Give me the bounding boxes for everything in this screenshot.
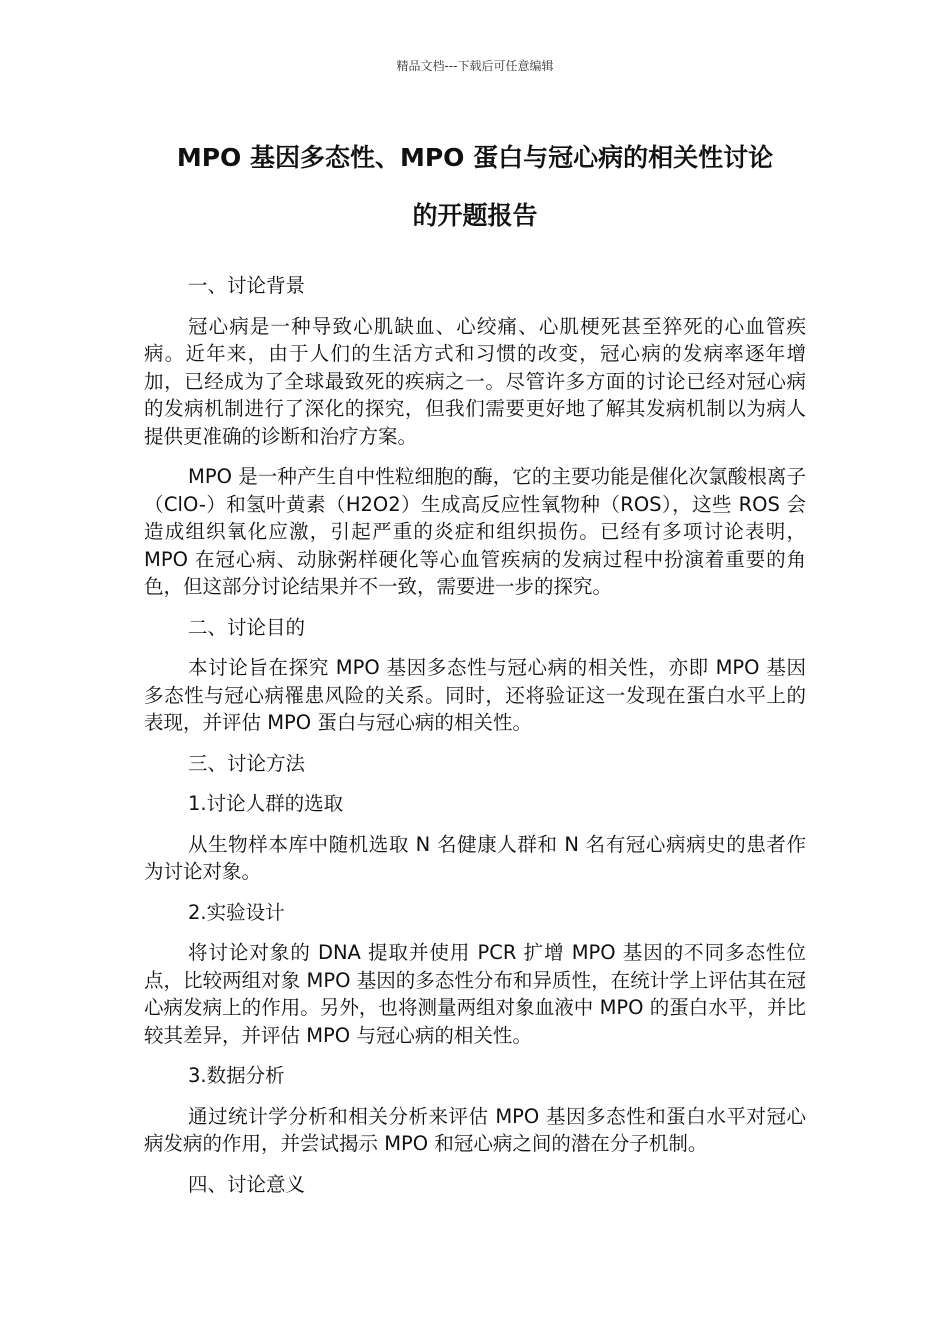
paragraph-background-1: 冠心病是一种导致心肌缺血、心绞痛、心肌梗死甚至猝死的心血管疾病。近年来，由于人们的生活方式和习惯的改变，冠心病的发病率逐年增加，已经成为了全球最致死的疾病之一。尽管许多方面的讨论已经对冠心病的发病机制进行了深化的探究，但我们需要更好地了解其发病机制以为病人提供更准确的诊断和治疗方案。: [144, 314, 806, 448]
paragraph-data-analysis: 通过统计学分析和相关分析来评估 MPO 基因多态性和蛋白水平对冠心病发病的作用，并尝试揭示 MPO 和冠心病之间的潜在分子机制。: [144, 1104, 806, 1155]
paragraph-background-2: MPO 是一种产生自中性粒细胞的酶，它的主要功能是催化次氯酸根离子（ClO-）和氢叶黄素（H2O2）生成高反应性氧物种（ROS），这些 ROS 会造成组织氧化应激，引起严重的炎症和组织损伤。已经有多项讨论表明，MPO 在冠心病、动脉粥样硬化等心血管疾病的发病过程中扮演着重要的角色，但这部分讨论结果并不一致，需要进一步的探究。: [144, 465, 806, 598]
section-heading-background: 一、讨论背景: [188, 274, 306, 297]
subheading-data-analysis: 3.数据分析: [188, 1064, 285, 1087]
section-heading-significance: 四、讨论意义: [188, 1172, 306, 1196]
paragraph-experiment-design: 将讨论对象的 DNA 提取并使用 PCR 扩增 MPO 基因的不同多态性位点，比较两组对象 MPO 基因的多态性分布和异质性，在统计学上评估其在冠心病发病上的作用。另外，也将测量两组对象血液中 MPO 的蛋白水平，并比较其差异，并评估 MPO 与冠心病的相关性。: [144, 941, 806, 1047]
paragraph-subject-selection: 从生物样本库中随机选取 N 名健康人群和 N 名有冠心病病史的患者作为讨论对象。: [144, 832, 806, 883]
section-heading-purpose: 二、讨论目的: [188, 615, 306, 639]
document-title-line-1: MPO 基因多态性、MPO 蛋白与冠心病的相关性讨论: [176, 143, 774, 172]
subheading-experiment-design: 2.实验设计: [188, 900, 285, 924]
document-body: [144, 272, 806, 1211]
document-title-line-2: 的开题报告: [412, 201, 538, 230]
section-heading-methods: 三、讨论方法: [188, 751, 306, 775]
header-note: 精品文档---下载后可任意编辑: [396, 59, 554, 73]
subheading-subject-selection: 1.讨论人群的选取: [188, 792, 344, 815]
paragraph-purpose: 本讨论旨在探究 MPO 基因多态性与冠心病的相关性，亦即 MPO 基因多态性与冠心病罹患风险的关系。同时，还将验证这一发现在蛋白水平上的表现，并评估 MPO 蛋白与冠心病的相关性。: [144, 656, 806, 734]
